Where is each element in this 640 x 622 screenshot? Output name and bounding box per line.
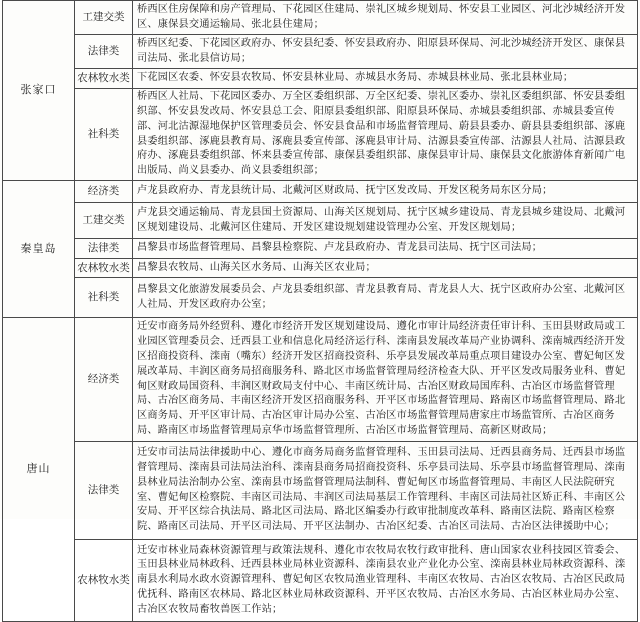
table-row <box>3 259 638 278</box>
units-cell: 昌黎县市场监督管理局、昌黎县检察院、卢龙县政府办、青龙县司法局、抚宁区司法局； <box>133 239 638 259</box>
units-cell: 迁安市林业局森林资源管理与政策法规科、遵化市农牧局农牧行政审批科、唐山国家农业科技园区管委会、玉田县林业局林政科、迁西县林业局林业资源科、滦南县农业产业化办公室、滦南县林业局林政资源科、滦南县水利局水政水资源管理科、曹妃甸区农牧局渔业管理科、丰南区农牧局、古冶区农牧局、古冶区民政局优抚科、路南区农林局、路北区林业局林政资源科、开平区农牧局、古冶区水务局、古冶区林业局办公室、古冶区农牧局畜牧兽医工作站； <box>133 540 638 622</box>
category-cell: 社科类 <box>75 278 133 318</box>
city-cell: 唐山 <box>3 318 75 622</box>
city-cell: 张家口 <box>3 1 75 181</box>
table-row <box>3 203 638 239</box>
category-cell: 工建交类 <box>75 1 133 35</box>
category-cell: 社科类 <box>75 89 133 181</box>
table-row <box>3 442 638 540</box>
table-row <box>3 318 638 442</box>
category-cell: 法律类 <box>75 442 133 540</box>
category-cell: 工建交类 <box>75 203 133 239</box>
units-cell: 昌黎县农牧局、山海关区水务局、山海关区农业局； <box>133 259 638 278</box>
units-cell: 桥西区人社局、下花园区委办、万全区委组织部、万全区纪委、崇礼区委办、崇礼区委组织部、怀安县委组织部、怀安县发改局、怀安县总工会、阳原县委组织部、阳原县环保局、赤城县委组织部、赤城县委宣传部、河北沽源湿地保护区管理委员会、怀安县食品和市场监督管理局、蔚县县委办、蔚县县委组织部、涿鹿县委组织部、涿鹿县教育局、涿鹿县委宣传部、涿鹿县审计局、沽源县委宣传部、沽源县人社局、沽源县政府办、涿鹿县委组织部、怀来县委宣传部、康保县委组织部、康保县审计局、康保县文化旅游体育新闻广电出版局、尚义县委办、尚义县委组织部； <box>133 89 638 181</box>
category-cell: 经济类 <box>75 181 133 203</box>
table-row <box>3 181 638 203</box>
units-cell: 桥西区住房保障和房产管理局、下花园区住建局、崇礼区城乡规划局、怀安县工业园区、河北沙城经济开发区、康保县交通运输局、张北县住建局； <box>133 1 638 35</box>
category-cell: 经济类 <box>75 318 133 442</box>
units-cell: 迁安市商务局外经贸科、遵化市经济开发区规划建设局、遵化市审计局经济责任审计科、玉田县财政局或工业园区管理委员会、迁西县工业和信息化局经济运行科、滦南县发展改革局产业协调科、滦南城西经济开发区招商投资科、滦南（嘴东）经济开发区招商投资科、乐亭县发展改革局重点项目建设办公室、曹妃甸区发展改革局、丰润区商务局招商服务科、路北区市场监督管理局经济检查大队、开平区发改局服务业科、曹妃甸区财政局国资科、丰润区财政局支付中心、丰南区统计局、古冶区财政局国库科、古冶区市场监督管理局、古冶区商务局、丰南区经济开发区招商服务科、开平区市场监督管理局、路南区市场监督管理局、路北区商务局、开平区审计局、古冶区审计局办公室、古冶区市场监督管理局唐家庄市场监管所、古冶区商务局、路南区市场监督管理局京华市场监督管理所、古冶区市场监督管理局、高新区财政局； <box>133 318 638 442</box>
unit-table <box>2 0 638 622</box>
table-row <box>3 1 638 35</box>
category-cell: 农林牧水类 <box>75 69 133 89</box>
units-cell: 昌黎县文化旅游发展委员会、卢龙县委组织部、青龙县教育局、青龙县人大、抚宁区政府办公室、北戴河区人社局、开发区政府办公室； <box>133 278 638 318</box>
category-cell: 法律类 <box>75 239 133 259</box>
city-cell: 秦皇岛 <box>3 181 75 318</box>
table-row <box>3 540 638 622</box>
units-cell: 卢龙县交通运输局、青龙县国土资源局、山海关区规划局、抚宁区城乡建设局、青龙县城乡建设局、北戴河区规划建设局、北戴河区住建局、开发区建设规划建设管理办公室、开发区规划局； <box>133 203 638 239</box>
units-cell: 卢龙县政府办、青龙县统计局、北戴河区财政局、抚宁区发改局、开发区税务局东区分局； <box>133 181 638 203</box>
units-cell: 下花园区农委、怀安县农牧局、怀安县林业局、赤城县水务局、赤城县林业局、张北县林业局； <box>133 69 638 89</box>
category-cell: 法律类 <box>75 35 133 69</box>
table-row <box>3 69 638 89</box>
category-cell: 农林牧水类 <box>75 259 133 278</box>
units-cell: 桥西区纪委、下花园区政府办、怀安县纪委、怀安县政府办、阳原县环保局、河北沙城经济开发区、康保县司法局、张北县信访局； <box>133 35 638 69</box>
table-row <box>3 278 638 318</box>
table-row <box>3 35 638 69</box>
table-row <box>3 89 638 181</box>
category-cell: 农林牧水类 <box>75 540 133 622</box>
units-cell: 迁安市司法局法律援助中心、遵化市商务局商务监督管理科、玉田县司法局、迁西县商务局、迁西县市场监督管理局、滦南县司法局法治科、滦南县商务局招商投资科、乐亭县司法局、乐亭县市场监督管理局、滦南县林业局法治制办公室、滦南县市场监督管理局法制科、曹妃甸区市场监督管理局、丰南区人民法院研究室、曹妃甸区检察院、丰南区司法局、丰润区司法局基层工作管理科、丰南区司法局社区矫正科、丰南区公安局、开平区综合执法局、路北区司法局、路北区编委办行政审批制度改革科、路南区法院、路南区检察院、路南区司法局、开平区司法局、开平区法制办、古冶区纪委、古冶区司法局、古冶区法律援助中心； <box>133 442 638 540</box>
table-row <box>3 239 638 259</box>
